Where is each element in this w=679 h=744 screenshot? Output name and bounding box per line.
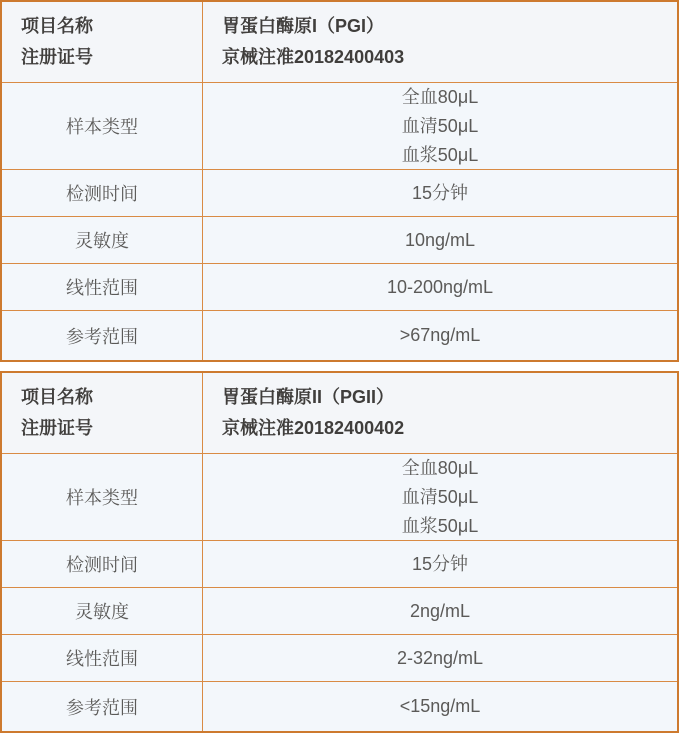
row-value: [203, 83, 677, 169]
row-value-text: >67ng/mL: [399, 325, 481, 345]
sample-type-line: 全血80μL: [401, 457, 479, 478]
table-row-linear-range: [2, 634, 677, 681]
row-label: 灵敏度: [2, 217, 203, 263]
row-value: [203, 217, 677, 263]
row-value-text: 15分钟: [411, 182, 469, 203]
product-name: 胃蛋白酶原I（PGI）: [222, 16, 385, 36]
table-row-test-time: [2, 540, 677, 587]
row-value-text: 2-32ng/mL: [396, 647, 484, 668]
header-label-line2: 注册证号: [21, 418, 93, 438]
table-row-sample-type: [2, 453, 677, 540]
row-value: [203, 170, 677, 216]
header-label-cell: [2, 2, 203, 82]
row-label: 线性范围: [2, 264, 203, 310]
row-label: 参考范围: [2, 311, 203, 360]
header-label-line2: 注册证号: [21, 47, 93, 67]
registration-number: 京械注准20182400402: [222, 418, 405, 438]
row-value: [203, 682, 677, 731]
pgi-spec-table: [0, 0, 679, 362]
table-row-reference-range: [2, 681, 677, 731]
row-value: [203, 588, 677, 634]
row-label: 样本类型: [2, 83, 203, 169]
row-label: 灵敏度: [2, 588, 203, 634]
header-label-cell: [2, 373, 203, 453]
sample-type-line: 血清50μL: [401, 486, 479, 507]
sample-type-line: 血清50μL: [401, 115, 479, 136]
sample-type-line: 血浆50μL: [401, 515, 479, 536]
table-row-sample-type: [2, 82, 677, 169]
row-value-text: 15分钟: [411, 553, 469, 574]
row-value-text: 2ng/mL: [409, 600, 471, 621]
row-label: 检测时间: [2, 541, 203, 587]
row-label: 参考范围: [2, 682, 203, 731]
row-value-text: <15ng/mL: [399, 696, 481, 716]
row-label: 线性范围: [2, 635, 203, 681]
row-value-text: 10ng/mL: [404, 229, 476, 250]
header-value-cell: [203, 373, 677, 453]
sample-type-line: 血浆50μL: [401, 144, 479, 165]
table-row-test-time: [2, 169, 677, 216]
row-value: [203, 541, 677, 587]
row-value: [203, 311, 677, 360]
header-label-line1: 项目名称: [21, 16, 93, 36]
pgii-spec-table: [0, 371, 679, 733]
registration-number: 京械注准20182400403: [222, 47, 405, 67]
row-label: 样本类型: [2, 454, 203, 540]
row-value-text: 10-200ng/mL: [386, 276, 494, 297]
row-value: [203, 635, 677, 681]
row-value: [203, 454, 677, 540]
table-header-row: [2, 2, 677, 82]
table-row-linear-range: [2, 263, 677, 310]
sample-type-line: 全血80μL: [401, 86, 479, 107]
table-header-row: [2, 373, 677, 453]
table-row-reference-range: [2, 310, 677, 360]
product-name: 胃蛋白酶原II（PGII）: [222, 387, 395, 407]
table-row-sensitivity: [2, 216, 677, 263]
header-value-cell: [203, 2, 677, 82]
table-row-sensitivity: [2, 587, 677, 634]
row-value: [203, 264, 677, 310]
header-label-line1: 项目名称: [21, 387, 93, 407]
row-label: 检测时间: [2, 170, 203, 216]
